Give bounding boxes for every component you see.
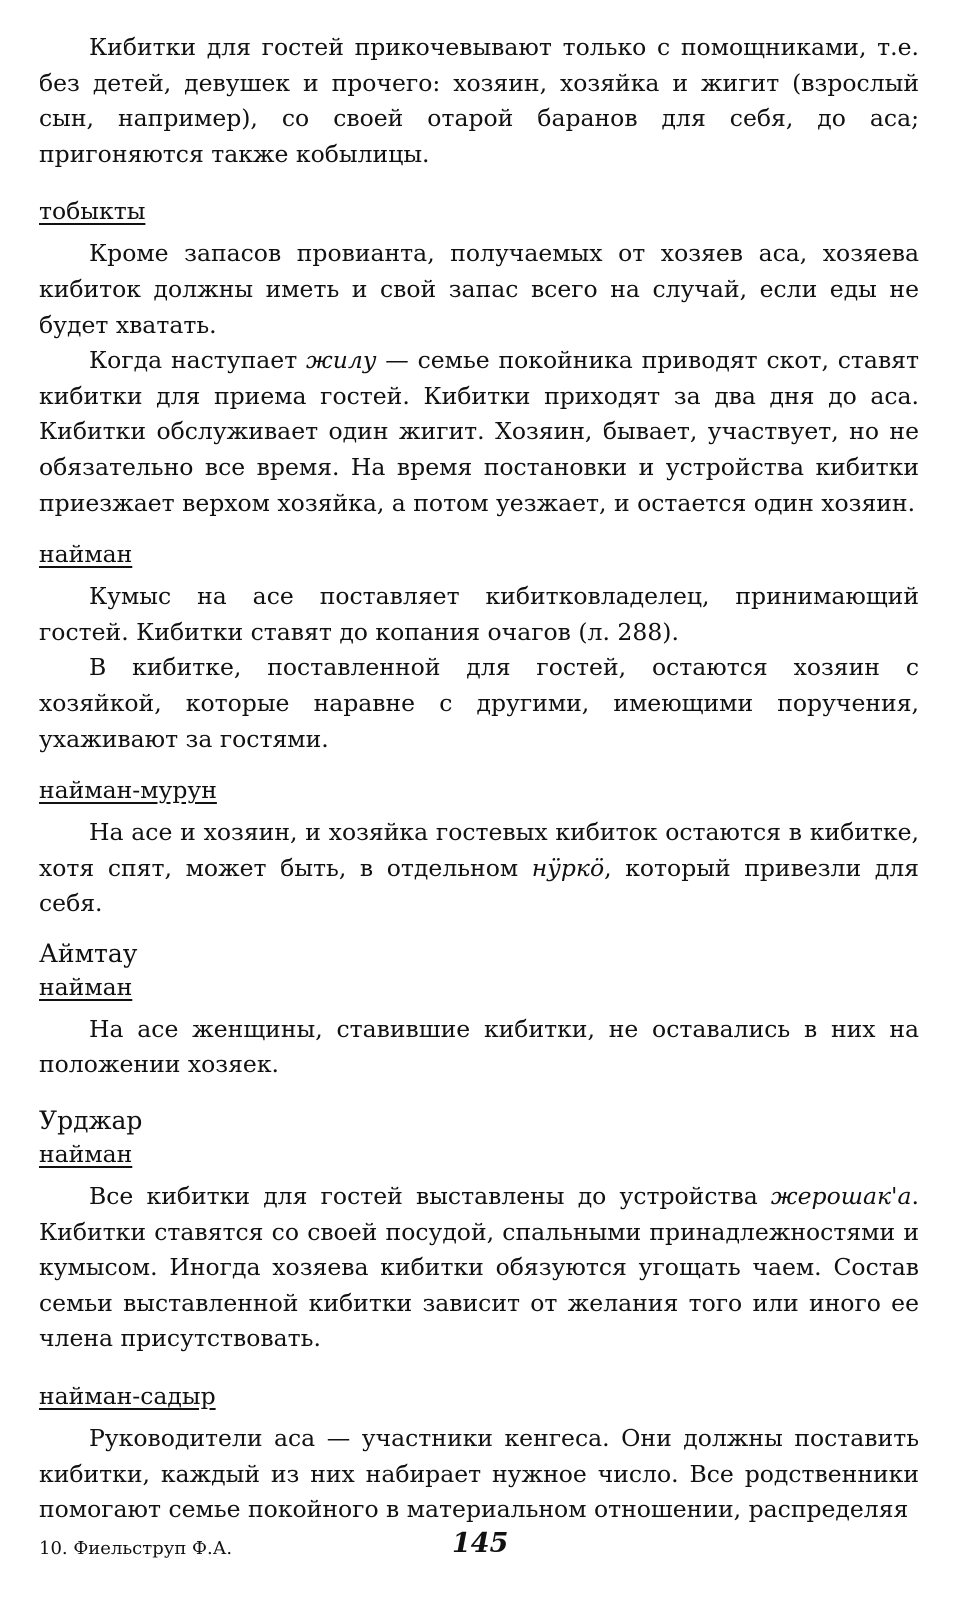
section-heading-naiman-sadyr: найман-садыр (39, 1382, 216, 1411)
page-body (39, 30, 919, 1528)
section-heading-naiman-murun: найман-мурун (39, 776, 217, 805)
term-zhilu: жилу (306, 346, 377, 375)
paragraph-6 (39, 815, 919, 922)
paragraph-4: Кумыс на асе поставляет кибитковладелец, принимающий гостей. Кибитки ставят до копания очагов (л. 288). (39, 582, 919, 646)
paragraph-3 (39, 343, 919, 521)
footer-signature: 10. Фиельструп Ф.А. (39, 1538, 233, 1559)
paragraph-2: Кроме запасов провианта, получаемых от хозяев аса, хозяева кибиток должны иметь и свой запас всего на случай, если еды не будет хватать. (39, 239, 919, 339)
paragraph-8-text-b: . Кибитки ставятся со своей посудой, спальными принадлежностями и кумысом. Иногда хозяева кибитки обязуются угощать чаем. Состав семьи выставленной кибитки зависит от желания того или иного ее члена присутствовать. (39, 1182, 919, 1353)
paragraph-3-text-a: Когда наступает (89, 346, 307, 375)
page-number: 145 (452, 1528, 509, 1559)
paragraph-7: На асе женщины, ставившие кибитки, не оставались в них на положении хозяек. (39, 1014, 919, 1079)
section-heading-naiman-3: найман (39, 1140, 133, 1169)
paragraph-8-text-a: Все кибитки для гостей выставлены до устройства (89, 1182, 771, 1211)
paragraph-3-text-b: — семье покойника приводят скот, ставят кибитки для приема гостей. Кибитки приходят за два дня до аса. Кибитки обслуживает один жигит. Хозяин, бывает, участвует, но не обязательно все время. На время постановки и устройства кибитки приезжает верхом хозяйка, а потом уезжает, и остается один хозяин. (39, 346, 919, 517)
place-heading-aimtau: Аймтау (39, 938, 138, 968)
section-heading-tobykty: тобыкты (39, 197, 146, 226)
section-heading-naiman: найман (39, 540, 133, 569)
paragraph-6-text-b: , который привезли для себя. (39, 853, 919, 918)
paragraph-9: Руководители аса — участники кенгеса. Они должны поставить кибитки, каждый из них набирает нужное число. Все родственники помогают семье покойного в материальном отношении, распределяя (39, 1424, 919, 1524)
page-footer (39, 1528, 919, 1568)
term-nurko: нӱркӧ (531, 853, 605, 882)
term-zheroshak: жерошак'а (770, 1182, 912, 1211)
paragraph-6-text-a: На асе и хозяин, и хозяйка гостевых кибиток остаются в кибитке, хотя спят, может быть, в отдельном (39, 818, 919, 882)
place-heading-urdzhar: Урджар (39, 1106, 143, 1136)
paragraph-8 (39, 1179, 919, 1357)
paragraph-5: В кибитке, поставленной для гостей, остаются хозяин с хозяйкой, которые наравне с другими, имеющими поручения, ухаживают за гостями. (39, 653, 919, 753)
paragraph-1: Кибитки для гостей прикочевывают только с помощниками, т.е. без детей, девушек и прочего: хозяин, хозяйка и жигит (взрослый сын, например), со своей отарой баранов для себя, до аса; пригоняются также кобылицы. (39, 33, 919, 168)
section-heading-naiman-2: найман (39, 972, 133, 1001)
